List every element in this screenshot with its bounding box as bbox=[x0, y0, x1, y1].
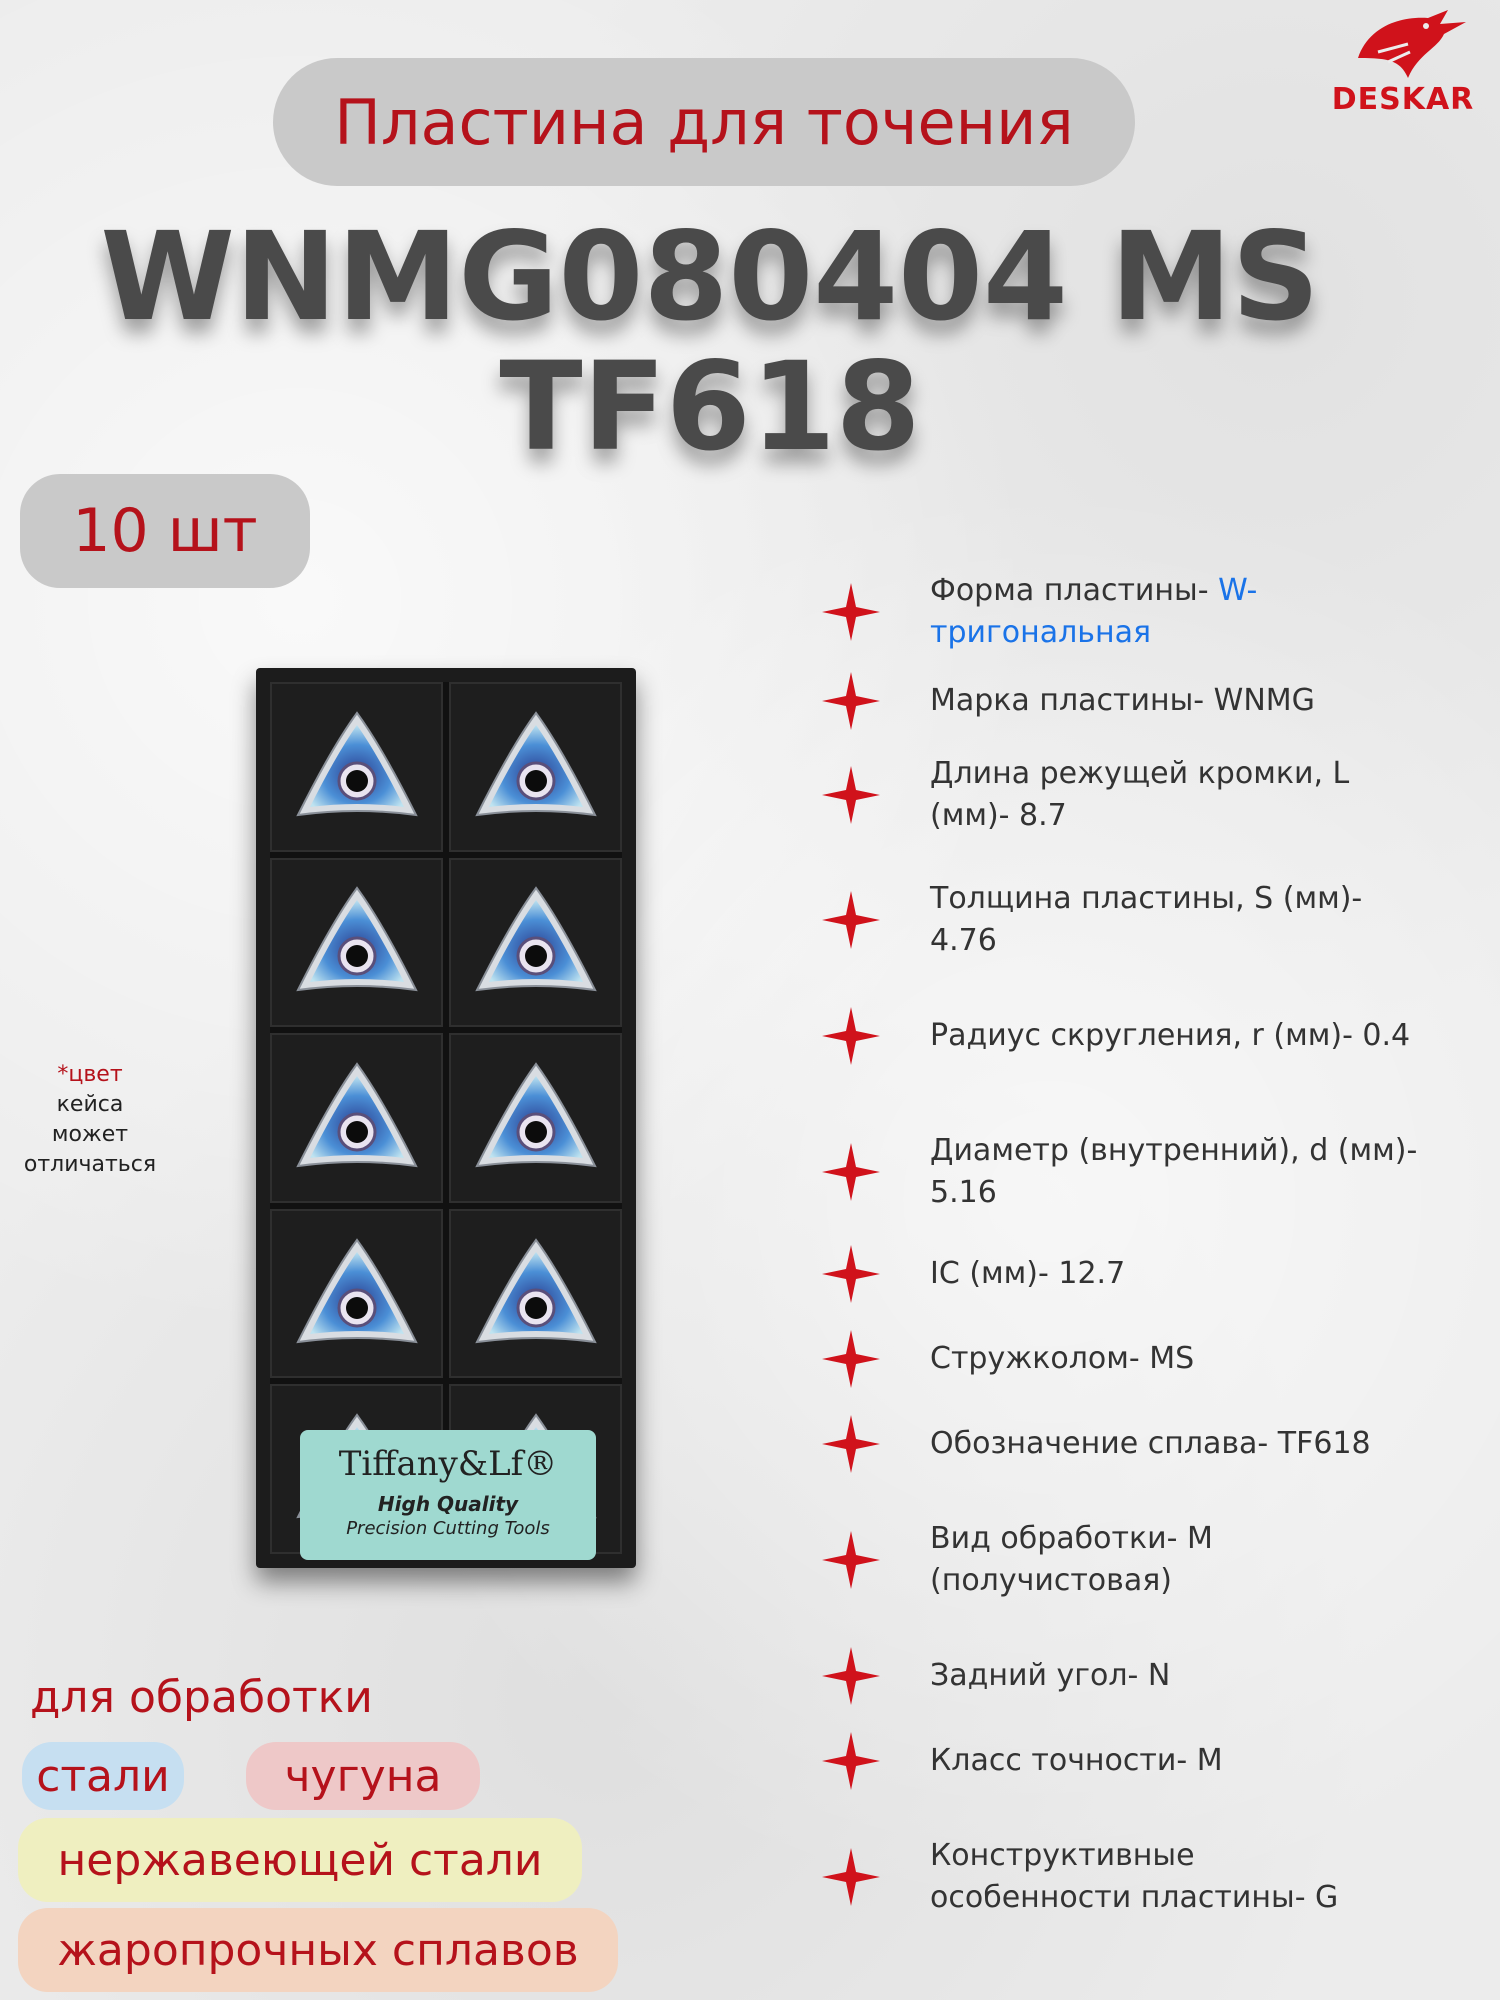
spec-text: Толщина пластины, S (мм)- 4.76 bbox=[930, 881, 1363, 958]
tray-grid bbox=[270, 682, 622, 1554]
note-line: *цвет bbox=[57, 1062, 123, 1087]
spec-item bbox=[820, 1328, 1480, 1390]
spec-highlight: W-тригональная bbox=[930, 573, 1258, 650]
spec-item bbox=[820, 1005, 1480, 1067]
spec-item bbox=[820, 670, 1480, 732]
spec-item bbox=[820, 878, 1480, 962]
star-bullet-icon bbox=[820, 1730, 882, 1792]
spec-item bbox=[820, 1645, 1480, 1707]
quantity-label: 10 шт bbox=[72, 496, 258, 566]
tray-cell bbox=[449, 682, 622, 852]
spec-item bbox=[820, 753, 1480, 837]
material-heat-resistant-tag: жаропрочных сплавов bbox=[18, 1908, 618, 1992]
spec-text: IC (мм)- 12.7 bbox=[930, 1256, 1126, 1291]
tray-cell bbox=[270, 1209, 443, 1379]
note-line: кейса bbox=[56, 1092, 124, 1117]
tray-subtitle: Precision Cutting Tools bbox=[346, 1518, 550, 1539]
model-code: WNMG080404 MS bbox=[100, 206, 1320, 348]
page-title: Пластина для точения bbox=[334, 85, 1074, 159]
alloy-code: TF618 bbox=[499, 336, 921, 478]
insert-tray-image bbox=[256, 668, 636, 1568]
title-pill bbox=[273, 58, 1135, 186]
star-bullet-icon bbox=[820, 1645, 882, 1707]
spec-text: Класс точности- M bbox=[930, 1743, 1223, 1778]
spec-text: Радиус скругления, r (мм)- 0.4 bbox=[930, 1018, 1411, 1053]
eagle-logo-icon bbox=[1348, 8, 1468, 84]
star-bullet-icon bbox=[820, 670, 882, 732]
spec-text: Стружколом- MS bbox=[930, 1341, 1195, 1376]
materials-title: для обработки bbox=[30, 1672, 373, 1723]
star-bullet-icon bbox=[820, 1141, 882, 1203]
star-bullet-icon bbox=[820, 1243, 882, 1305]
star-bullet-icon bbox=[820, 889, 882, 951]
spec-text: Конструктивные особенности пластины- G bbox=[930, 1838, 1339, 1915]
spec-item bbox=[820, 570, 1480, 654]
material-stainless-tag: нержавеющей стали bbox=[18, 1818, 582, 1902]
quantity-pill bbox=[20, 474, 310, 588]
trigon-insert-icon bbox=[471, 1058, 601, 1178]
case-color-note bbox=[10, 1060, 170, 1180]
tray-cell bbox=[449, 1033, 622, 1203]
star-bullet-icon bbox=[820, 581, 882, 643]
material-steel-tag: стали bbox=[22, 1742, 184, 1810]
logo-text: DESKAR bbox=[1331, 82, 1475, 117]
spec-text: Форма пластины- W-тригональная bbox=[930, 573, 1258, 650]
trigon-insert-icon bbox=[292, 882, 422, 1002]
star-bullet-icon bbox=[820, 1005, 882, 1067]
tray-label-card bbox=[300, 1430, 596, 1560]
spec-text: Вид обработки- M (получистовая) bbox=[930, 1521, 1213, 1598]
tray-cell bbox=[449, 1209, 622, 1379]
star-bullet-icon bbox=[820, 764, 882, 826]
spec-text: Марка пластины- WNMG bbox=[930, 683, 1315, 718]
trigon-insert-icon bbox=[292, 1058, 422, 1178]
spec-text: Диаметр (внутренний), d (мм)- 5.16 bbox=[930, 1133, 1418, 1210]
spec-item bbox=[820, 1130, 1480, 1214]
trigon-insert-icon bbox=[471, 707, 601, 827]
trigon-insert-icon bbox=[292, 707, 422, 827]
tray-cell bbox=[270, 1033, 443, 1203]
tray-cell bbox=[449, 858, 622, 1028]
brand-logo bbox=[1318, 8, 1488, 118]
tray-cell bbox=[270, 858, 443, 1028]
trigon-insert-icon bbox=[471, 1234, 601, 1354]
spec-item bbox=[820, 1243, 1480, 1305]
star-bullet-icon bbox=[820, 1328, 882, 1390]
spec-item bbox=[820, 1835, 1480, 1919]
spec-item bbox=[820, 1518, 1480, 1602]
model-title bbox=[80, 206, 1340, 478]
spec-text: Обозначение сплава- TF618 bbox=[930, 1426, 1371, 1461]
material-cast-iron-tag: чугуна bbox=[246, 1742, 480, 1810]
trigon-insert-icon bbox=[471, 882, 601, 1002]
star-bullet-icon bbox=[820, 1529, 882, 1591]
tray-brand: Tiffany&Lf® bbox=[338, 1444, 558, 1484]
spec-text: Задний угол- N bbox=[930, 1658, 1171, 1693]
trigon-insert-icon bbox=[292, 1234, 422, 1354]
star-bullet-icon bbox=[820, 1413, 882, 1475]
spec-item bbox=[820, 1730, 1480, 1792]
star-bullet-icon bbox=[820, 1846, 882, 1908]
tray-tagline: High Quality bbox=[377, 1492, 519, 1516]
spec-item bbox=[820, 1413, 1480, 1475]
tray-cell bbox=[270, 682, 443, 852]
spec-text: Длина режущей кромки, L (мм)- 8.7 bbox=[930, 756, 1350, 833]
note-line: отличаться bbox=[23, 1152, 157, 1177]
note-line: может bbox=[51, 1122, 129, 1147]
